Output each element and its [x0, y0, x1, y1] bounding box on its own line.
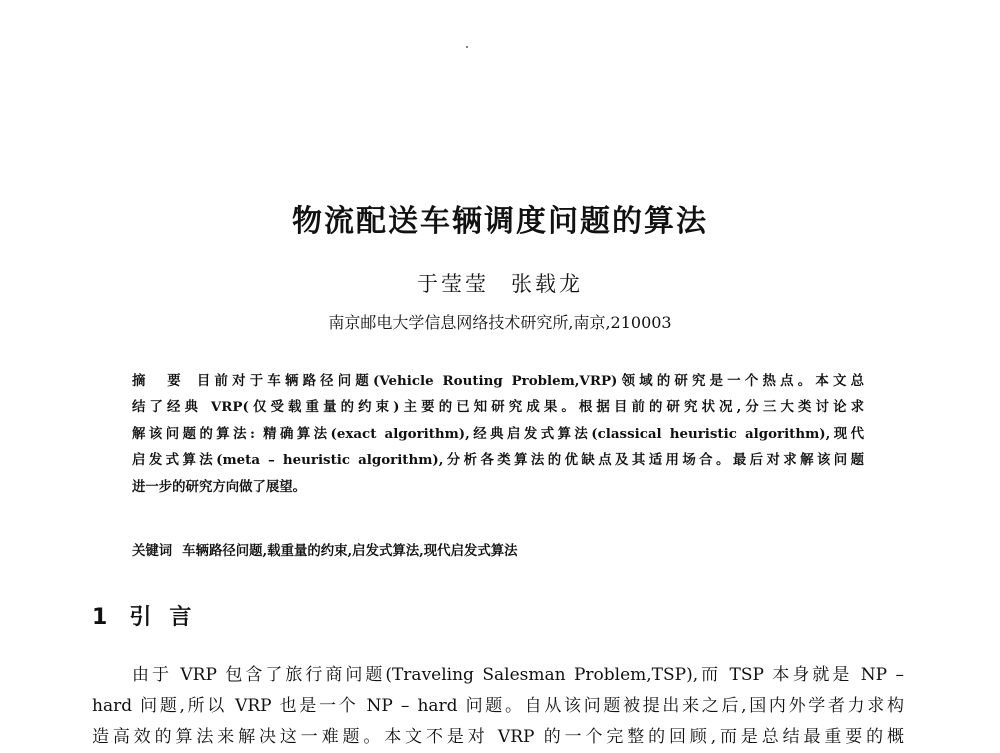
- abstract-line: 进一步的研究方向做了展望。: [132, 478, 307, 495]
- abstract-line: 解该问题的算法: 精确算法(exact algorithm),经典启发式算法(classical heuristic algorithm),现代: [132, 425, 864, 442]
- abstract-label: 摘 要: [132, 373, 185, 389]
- body-line: 由于 VRP 包含了旅行商问题(Traveling Salesman Problem,TSP),而 TSP 本身就是 NP –: [132, 665, 904, 685]
- affiliation: 南京邮电大学信息网络技术研究所,南京,210003: [328, 313, 672, 332]
- section-title: 引言: [129, 605, 210, 630]
- abstract: [132, 368, 864, 500]
- body-line: hard 问题,所以 VRP 也是一个 NP – hard 问题。自从该问题被提出来之后,国内外学者力求构: [92, 696, 904, 716]
- paper-title: 物流配送车辆调度问题的算法: [292, 204, 708, 239]
- scan-speck: [466, 46, 468, 48]
- keywords: [132, 540, 518, 559]
- abstract-line: [132, 368, 864, 394]
- keywords-label: 关键词: [132, 543, 173, 559]
- body-line: 造高效的算法来解决这一难题。本文不是对 VRP 的一个完整的回顾,而是总结最重要的概: [92, 727, 904, 747]
- authors: [0, 268, 1000, 298]
- section-heading: [92, 600, 209, 631]
- author-name: 于莹莹: [417, 272, 489, 296]
- body-text: [92, 660, 904, 753]
- abstract-line: 启发式算法(meta – heuristic algorithm),分析各类算法的优缺点及其适用场合。最后对求解该问题: [132, 452, 864, 469]
- keywords-text: 车辆路径问题,载重量的约束,启发式算法,现代启发式算法: [182, 543, 518, 559]
- abstract-line: 结了经典 VRP(仅受载重量的约束)主要的已知研究成果。根据目前的研究状况,分三大类讨论求: [132, 399, 864, 416]
- author-name: 张载龙: [511, 272, 583, 296]
- abstract-text: 目前对于车辆路径问题(Vehicle Routing Problem,VRP)领域的研究是一个热点。本文总: [196, 373, 864, 389]
- section-number: 1: [92, 605, 108, 630]
